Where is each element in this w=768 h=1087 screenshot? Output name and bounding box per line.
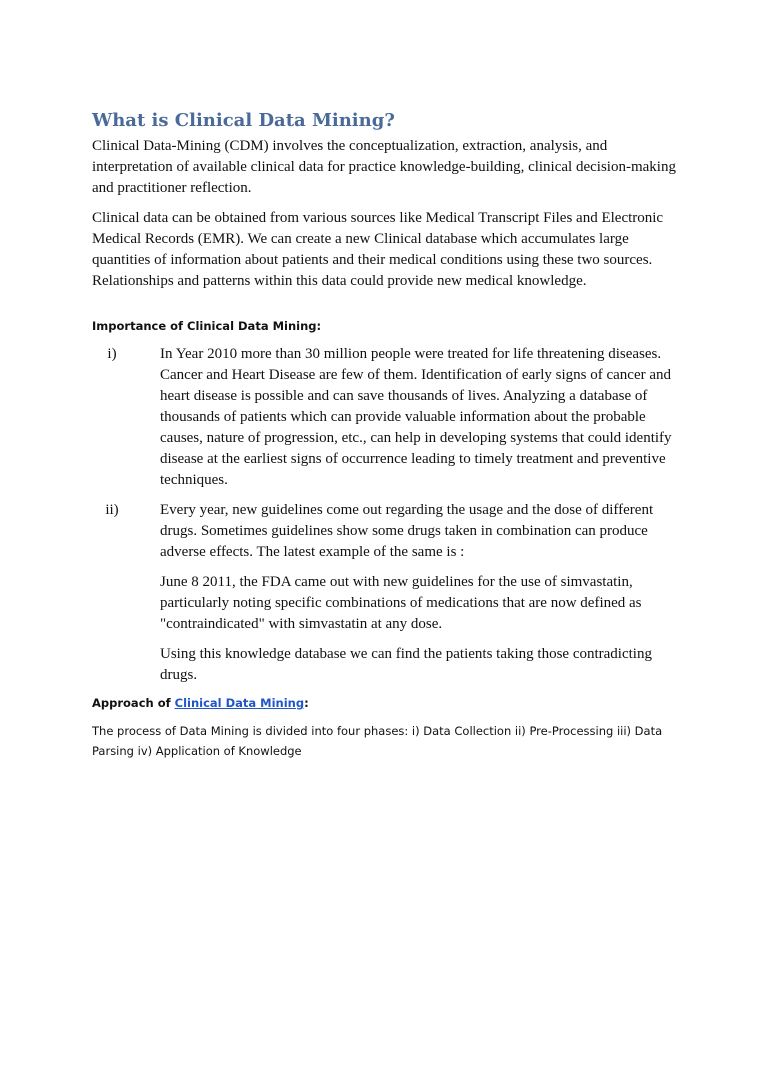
list-item	[92, 500, 682, 686]
clinical-data-mining-link[interactable]: Clinical Data Mining	[174, 696, 305, 710]
list-marker: ii)	[105, 502, 119, 518]
list-sub-paragraph: Using this knowledge database we can find the patients taking those contradicting drugs.	[160, 646, 652, 683]
list-sub-paragraph: June 8 2011, the FDA came out with new guidelines for the use of simvastatin, particularly noting specific combinations of medications that are now defined as "contraindicated" with simvastatin at any dose.	[160, 574, 642, 632]
importance-heading: Importance of Clinical Data Mining:	[92, 319, 322, 333]
approach-heading	[92, 695, 682, 711]
list-item-text: Every year, new guidelines come out regarding the usage and the dose of different drugs. Sometimes guidelines show some drugs taken in combination can produce adverse effects. The latest example of the same is :	[160, 502, 654, 560]
list-item-text: In Year 2010 more than 30 million people were treated for life threatening diseases. Cancer and Heart Disease are few of them. Identification of early signs of cancer and heart disease is possible and can save thousands of lives. Analyzing a database of thousands of patients which can provide valuable information about the probable causes, nature of progression, etc., can help in developing systems that could identify disease at the earliest signs of occurrence leading to timely treatment and preventive techniques.	[160, 346, 672, 488]
document-page	[92, 108, 682, 761]
approach-heading-suffix: :	[304, 696, 309, 710]
sources-paragraph: Clinical data can be obtained from various sources like Medical Transcript Files and Electronic Medical Records (EMR). We can create a new Clinical database which accumulates large quantities of information about patients and their medical conditions using these two sources. Relationships and patterns within this data could provide new medical knowledge.	[92, 210, 664, 289]
list-item	[92, 344, 682, 491]
approach-heading-prefix: Approach of	[92, 696, 175, 710]
approach-paragraph: The process of Data Mining is divided into four phases: i) Data Collection ii) Pre-Processing iii) Data Parsing iv) Application of Knowledge	[92, 724, 663, 758]
page-title: What is Clinical Data Mining?	[92, 110, 395, 131]
intro-paragraph: Clinical Data-Mining (CDM) involves the conceptualization, extraction, analysis, and interpretation of available clinical data for practice knowledge-building, clinical decision-making and practitioner reflection.	[92, 138, 676, 196]
list-marker: i)	[107, 346, 117, 362]
